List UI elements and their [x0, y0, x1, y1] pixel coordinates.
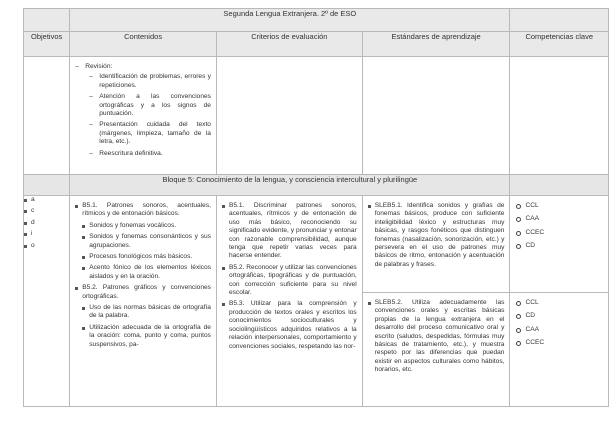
objective-item: c — [24, 207, 69, 215]
list-item: – Presentación cuidada del texto (márgenes, limpieza, tamaño de la letra, etc.). — [89, 121, 211, 146]
contenidos-cell — [70, 196, 217, 407]
content-item — [75, 284, 211, 349]
list-item: Utilización adecuada de la ortografía de la oración: coma, punto y coma, puntos suspensivos, pa- — [82, 324, 211, 349]
title-spacer-cell — [510, 9, 609, 32]
content-sublist — [82, 222, 211, 281]
content-text: B5.2. Patrones gráficos y convenciones ortográficas. — [82, 284, 211, 300]
competencias-list — [515, 202, 603, 251]
list-item: Uso de las normas básicas de ortografía de la palabra. — [82, 304, 211, 321]
curriculum-table — [23, 8, 609, 407]
col-header-contenidos: Contenidos — [70, 32, 217, 57]
objetivos-cell — [24, 196, 70, 407]
band-spacer-cell — [24, 175, 70, 196]
competence-item: CCEC — [515, 229, 603, 237]
revision-heading: – Revisión: — [75, 63, 211, 71]
list-item: – Atención a las convenciones ortográficas y a los signos de puntuación. — [89, 93, 211, 118]
standard-item: SLEB5.2. Utiliza adecuadamente las convenciones orales y escritas básicas propias de la lengua extranjera en el desarrollo del proceso comunicativo oral y escrito (saludos, despedidas, fórmulas muy básicas de tratamiento, etc.), y muestra respeto por las diferencias que puedan existir en aspectos culturales como hábitos, horarios, etc. — [368, 299, 505, 375]
block-title-row — [24, 175, 609, 196]
column-header-row — [24, 32, 609, 57]
col-header-objetivos: Objetivos — [24, 32, 70, 57]
competence-item: CAA — [515, 326, 603, 334]
criterion-item: B5.3. Utilizar para la comprensión y producción de textos orales y escritos los conocimientos socioculturales y sociolingüísticos adquiridos relativos a la relación interpersonales, comportamiento y convenciones sociales, respetando las nor- — [222, 300, 357, 350]
estandares-list — [368, 202, 505, 269]
list-item: Sonidos y fonemas consonánticos y sus agrupaciones. — [82, 233, 211, 250]
list-item: Sonidos y fonemas vocálicos. — [82, 222, 211, 230]
contenidos-cell — [70, 57, 217, 175]
objetivos-list — [24, 196, 69, 250]
estandares-cell — [362, 57, 510, 175]
table-title: Segunda Lengua Extranjera. 2º de ESO — [70, 9, 510, 32]
content-text: B5.1. Patrones sonoros, acentuales, rítmicos y de entonación básicos. — [82, 202, 211, 218]
list-item: Acento fónico de los elementos léxicos aislados y en la oración. — [82, 264, 211, 281]
col-header-estandares: Estándares de aprendizaje — [362, 32, 510, 57]
objective-item: i — [24, 230, 69, 238]
revision-list — [89, 73, 211, 158]
standard-item: SLEB5.1. Identifica sonidos y grafías de fonemas básicos, produce con suficiente inteligibilidad léxico y estructuras muy básicas, y rasgos fonéticos que distinguen fonemas (nasalización, sonorización, etc.) y persevera en el uso de patrones muy básicos de ritmo, entonación y acentuación de palabras y frases. — [368, 202, 505, 269]
content-item — [75, 202, 211, 281]
list-item: Procesos fonológicos más básicos. — [82, 253, 211, 261]
competencias-cell — [510, 196, 609, 407]
competence-item: CD — [515, 242, 603, 250]
competencias-list — [515, 299, 603, 348]
col-header-competencias: Competencias clave — [510, 32, 609, 57]
estandares-cell — [362, 196, 510, 407]
criterios-cell — [216, 57, 362, 175]
competencias-cell — [510, 57, 609, 175]
objetivos-cell — [24, 57, 70, 175]
content-sublist — [82, 304, 211, 349]
list-item: – Reescritura definitiva. — [89, 150, 211, 158]
competence-item: CCL — [515, 202, 603, 210]
objective-item: o — [24, 242, 69, 250]
criterion-item: B5.1. Discriminar patrones sonoros, acentuales, rítmicos y de entonación de uso más básico, reconociendo su significado evidente, y pronunciar y entonar con razonable comprensibilidad, aunque tenga que repetir varias veces para hacerse entender. — [222, 202, 357, 261]
title-spacer-cell — [24, 9, 70, 32]
continuation-row — [24, 57, 609, 175]
band-spacer-cell — [510, 175, 609, 196]
competence-item: CAA — [515, 215, 603, 223]
objective-item: d — [24, 219, 69, 227]
col-header-criterios: Criterios de evaluación — [216, 32, 362, 57]
list-item: – Identificación de problemas, errores y repeticiones. — [89, 73, 211, 90]
criterios-list — [222, 202, 357, 351]
estandares-list — [368, 299, 505, 375]
table-title-row — [24, 9, 609, 32]
objective-item: a — [24, 196, 69, 204]
competence-item: CD — [515, 312, 603, 320]
block-content-row — [24, 196, 609, 407]
contenidos-list — [75, 202, 211, 349]
criterios-cell — [216, 196, 362, 407]
criterion-item: B5.2. Reconocer y utilizar las convenciones ortográficas, tipográficas y de puntuación, con corrección suficiente para su nivel escolar. — [222, 264, 357, 298]
competence-item: CCL — [515, 299, 603, 307]
competence-item: CCEC — [515, 339, 603, 347]
block-title: Bloque 5: Conocimiento de la lengua, y consciencia intercultural y plurilingüe — [70, 175, 510, 196]
